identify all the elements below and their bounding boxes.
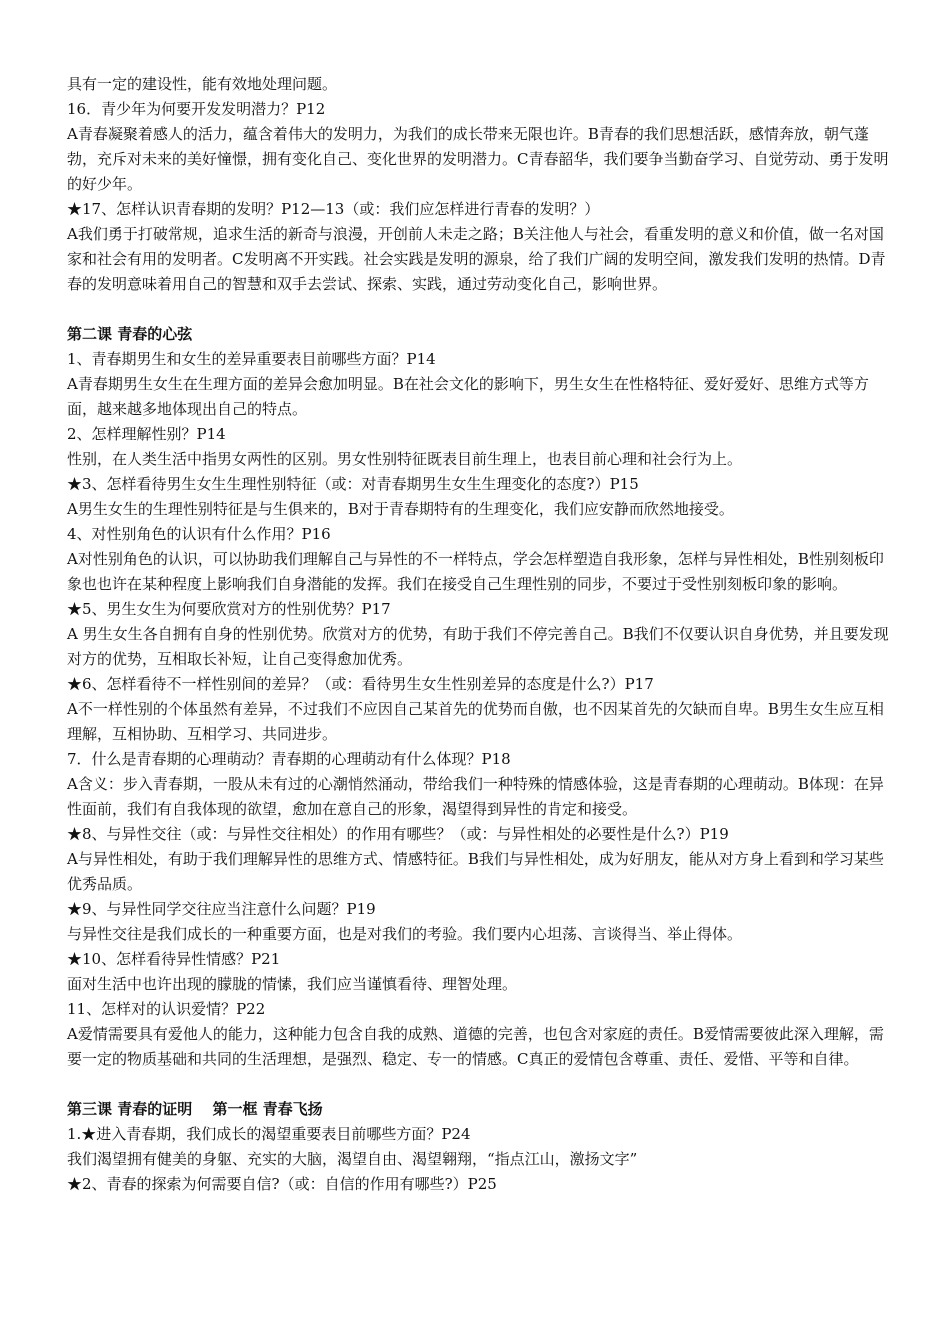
answer-paragraph: A对性别角色的认识，可以协助我们理解自己与异性的不一样特点，学会怎样塑造自我形象，怎样与异性相处，B性别刻板印象也也许在某种程度上影响我们自身潜能的发挥。我们在接受自己生理性别的同步，不要过于受性别刻板印象的影响。 [67,550,884,593]
answer-paragraph: A青春凝聚着感人的活力，蕴含着伟大的发明力，为我们的成长带来无限也许。B青春的我们思想活跃，感情奔放，朝气蓬勃，充斥对未来的美好憧憬，拥有变化自己、变化世界的发明潜力。C青春韶华，我们要争当勤奋学习、自觉劳动、勇于发明的好少年。 [67,125,889,193]
question: 2、怎样理解性别？P14 [67,425,226,443]
question: ★10、怎样看待异性情感？P21 [67,950,281,968]
answer-paragraph: 我们渴望拥有健美的身躯、充实的大脑，渴望自由、渴望翱翔，“指点江山，激扬文字” [67,1150,638,1168]
answer-paragraph: 性别，在人类生活中指男女两性的区别。男女性别特征既表目前生理上，也表目前心理和社会行为上。 [67,450,743,468]
section-heading: 第二课 青春的心弦 [67,325,193,343]
question: ★9、与异性同学交往应当注意什么问题？P19 [67,900,376,918]
answer-paragraph: A与异性相处，有助于我们理解异性的思维方式、情感特征。B我们与异性相处，成为好朋友，能从对方身上看到和学习某些优秀品质。 [67,850,884,893]
question: ★17、怎样认识青春期的发明？P12—13（或：我们应怎样进行青春的发明？） [67,200,600,218]
answer-paragraph: A含义：步入青春期，一股从未有过的心潮悄然涌动，带给我们一种特殊的情感体验，这是青春期的心理萌动。B体现：在异性面前，我们有自我体现的欲望，愈加在意自己的形象，渴望得到异性的肯定和接受。 [67,775,884,818]
question: ★8、与异性交往（或：与异性交往相处）的作用有哪些？（或：与异性相处的必要性是什么?）P19 [67,825,729,843]
answer-paragraph: A男生女生的生理性别特征是与生俱来的，B对于青春期特有的生理变化，我们应安静而欣然地接受。 [67,500,734,518]
question: 11、怎样对的认识爱情？P22 [67,1000,266,1018]
question: ★6、怎样看待不一样性别间的差异？（或：看待男生女生性别差异的态度是什么?）P17 [67,675,654,693]
answer-paragraph: A不一样性别的个体虽然有差异，不过我们不应因自己某首先的优势而自傲，也不因某首先的欠缺而自卑。B男生女生应互相理解，互相协助、互相学习、共同进步。 [67,700,884,743]
document-page [67,72,893,1197]
question: 16．青少年为何要开发发明潜力？P12 [67,100,326,118]
question: 4、对性别角色的认识有什么作用？P16 [67,525,331,543]
section-heading: 第三课 青春的证明 第一框 青春飞扬 [67,1100,323,1118]
answer-paragraph: A爱情需要具有爱他人的能力，这种能力包含自我的成熟、道德的完善，也包含对家庭的责任。B爱情需要彼此深入理解，需要一定的物质基础和共同的生活理想，是强烈、稳定、专一的情感。C真正的爱情包含尊重、责任、爱惜、平等和自律。 [67,1025,884,1068]
answer-paragraph: A我们勇于打破常规，追求生活的新奇与浪漫，开创前人未走之路；B关注他人与社会，看重发明的意义和价值，做一名对国家和社会有用的发明者。C发明离不开实践。社会实践是发明的源泉，给了我们广阔的发明空间，激发我们发明的热情。D青春的发明意味着用自己的智慧和双手去尝试、探索、实践，通过劳动变化自己，影响世界。 [67,225,886,293]
question: 1.★进入青春期，我们成长的渴望重要表目前哪些方面？P24 [67,1125,471,1143]
answer-paragraph: 面对生活中也许出现的朦胧的情愫，我们应当谨慎看待、理智处理。 [67,975,518,993]
answer-paragraph: A青春期男生女生在生理方面的差异会愈加明显。B在社会文化的影响下，男生女生在性格特征、爱好爱好、思维方式等方面，越来越多地体现出自己的特点。 [67,375,869,418]
answer-paragraph: 与异性交往是我们成长的一种重要方面，也是对我们的考验。我们要内心坦荡、言谈得当、举止得体。 [67,925,743,943]
question: 1、青春期男生和女生的差异重要表目前哪些方面？P14 [67,350,436,368]
question: 7．什么是青春期的心理萌动？青春期的心理萌动有什么体现？P18 [67,750,511,768]
paragraph: 具有一定的建设性，能有效地处理问题。 [67,75,338,93]
question: ★5、男生女生为何要欣赏对方的性别优势？P17 [67,600,391,618]
answer-paragraph: A 男生女生各自拥有自身的性别优势。欣赏对方的优势，有助于我们不停完善自己。B我们不仅要认识自身优势，并且要发现对方的优势，互相取长补短，让自己变得愈加优秀。 [67,625,889,668]
question: ★3、怎样看待男生女生生理性别特征（或：对青春期男生女生生理变化的态度?）P15 [67,475,639,493]
question: ★2、青春的探索为何需要自信?（或：自信的作用有哪些?）P25 [67,1175,497,1193]
